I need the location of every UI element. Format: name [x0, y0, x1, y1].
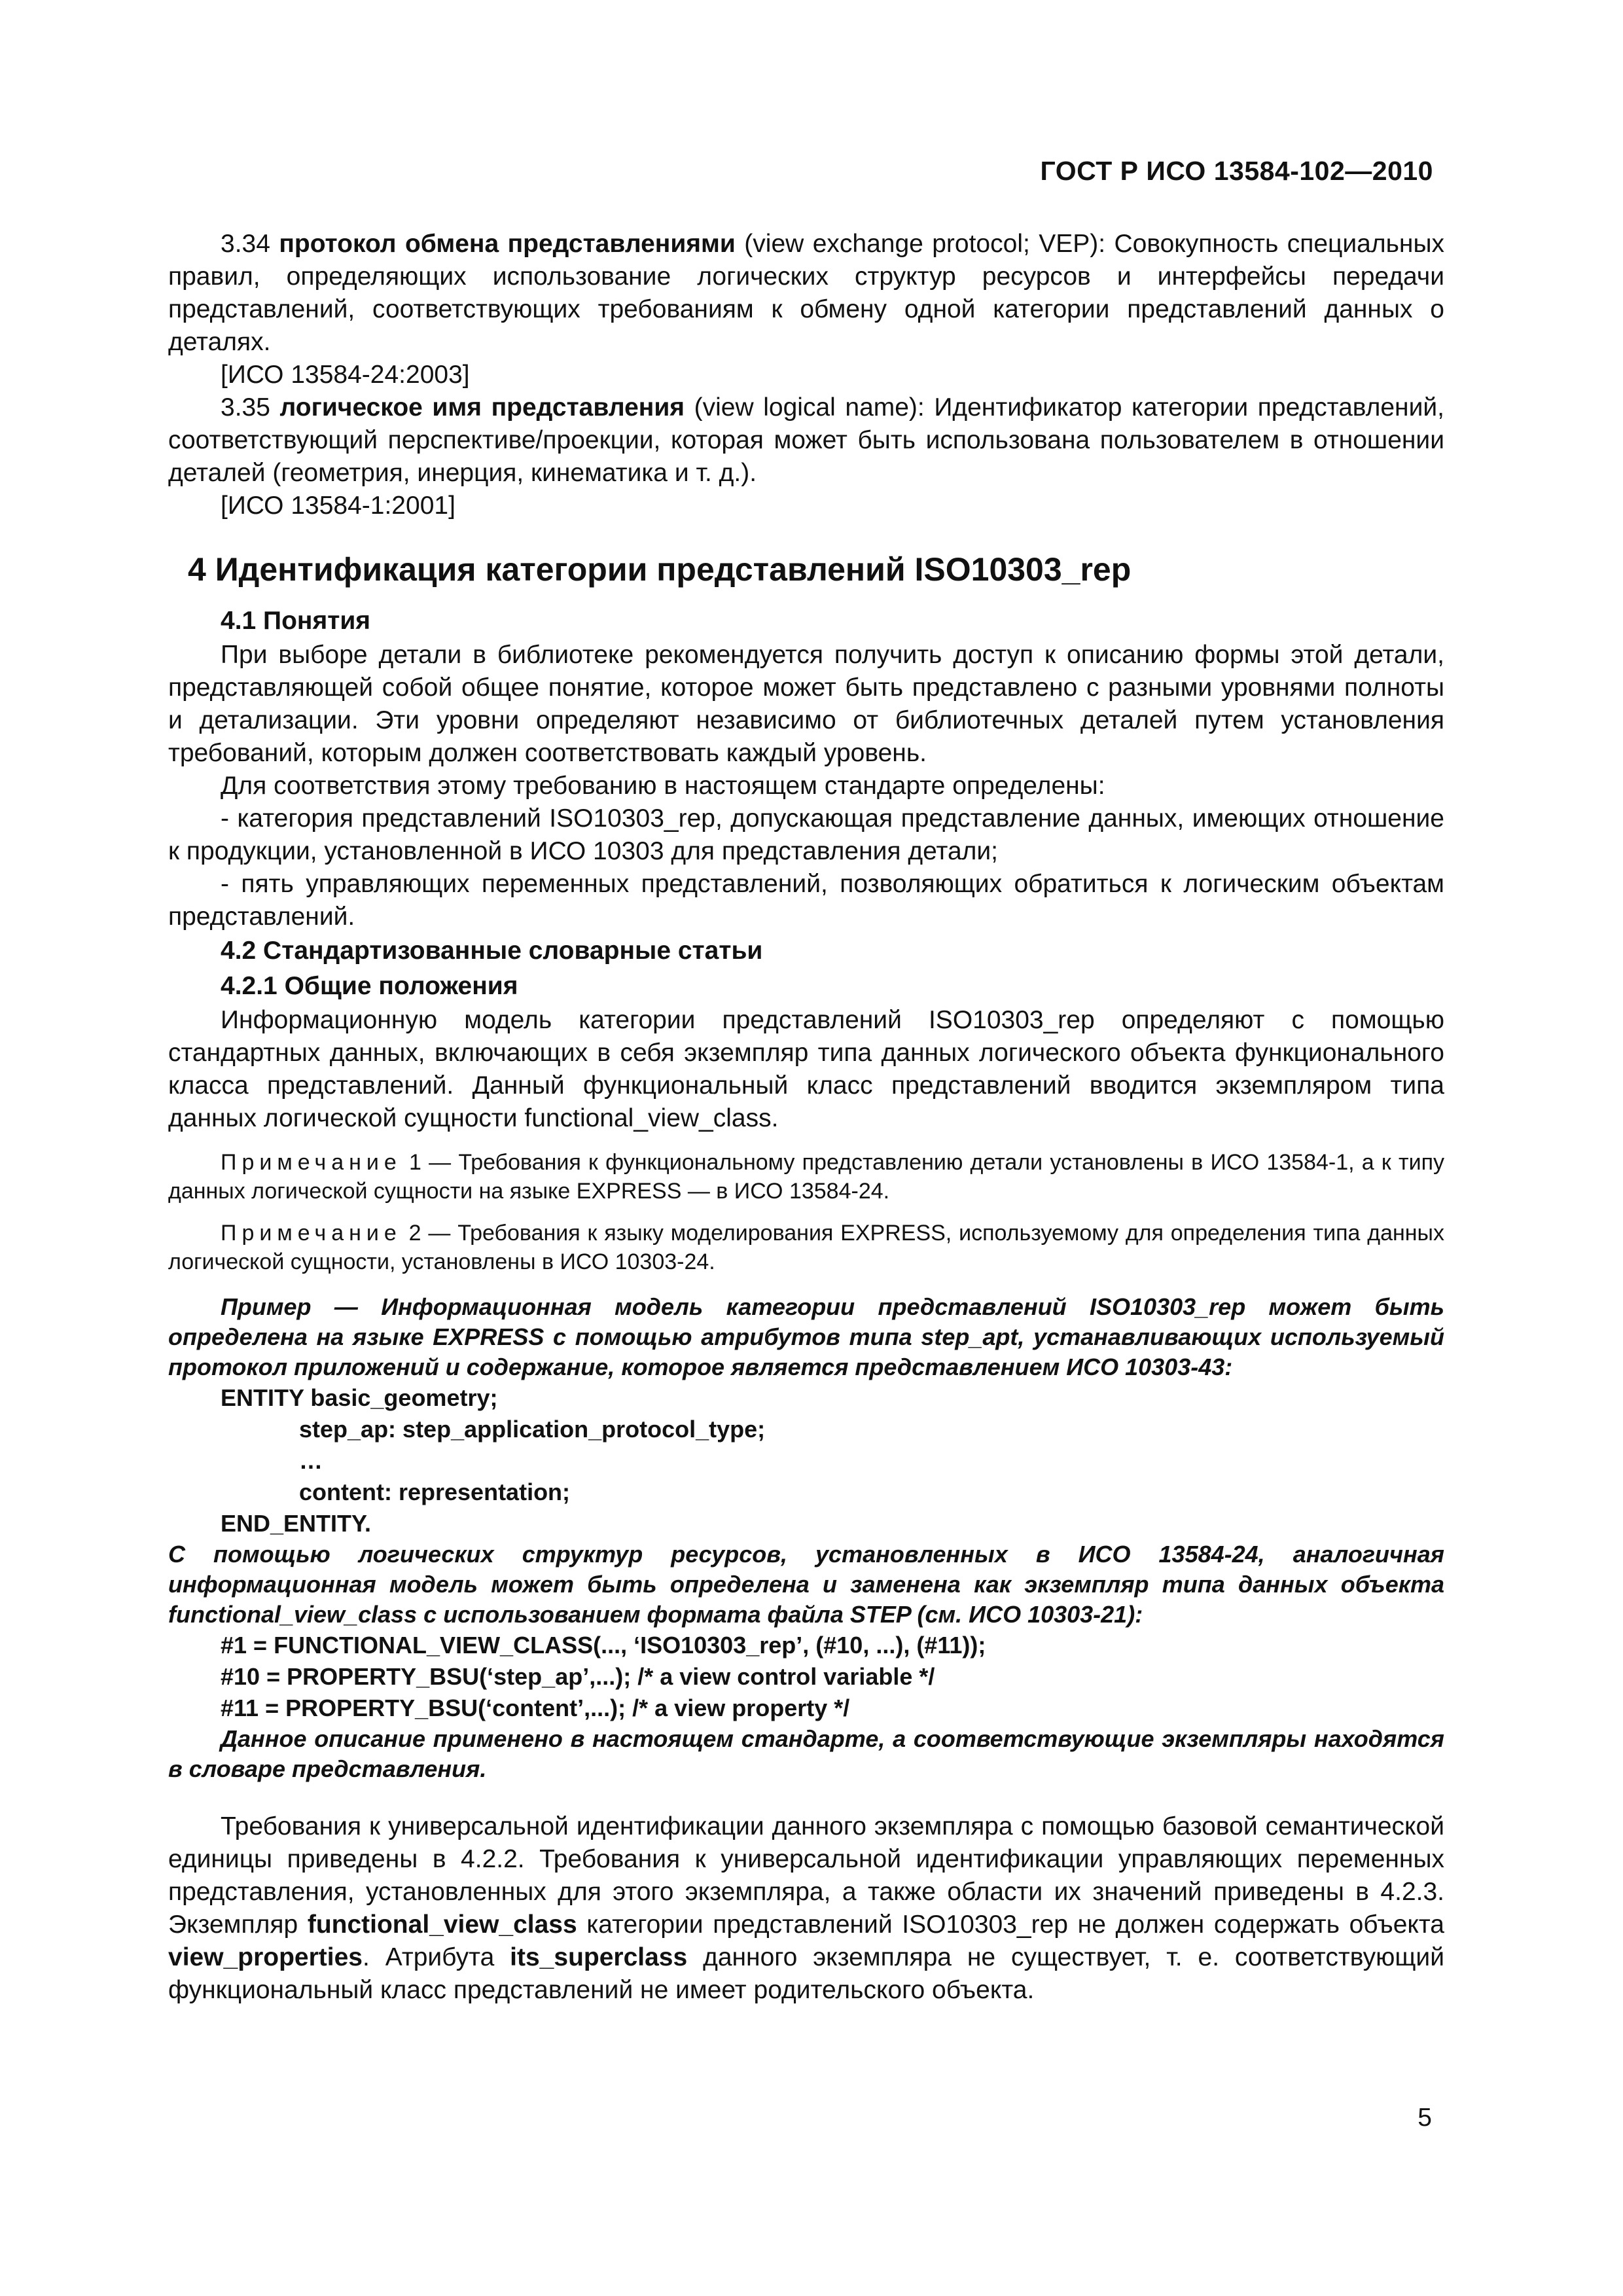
note-1	[168, 1148, 1444, 1206]
definition-text: (view exchange protocol; VEP): Совокупность специальных правил, определяющих использование логических структур ресурсов и интерфейсы передачи представлений, соответствующих требованиям к обмену одной категории представлений данных о деталях.	[168, 230, 1444, 356]
document-header: ГОСТ Р ИСО 13584-102—2010	[1040, 156, 1433, 186]
note-label: Примечание	[221, 1221, 402, 1246]
list-item: - пять управляющих переменных представлений, позволяющих обратиться к логическим объектам представлений.	[168, 870, 1444, 931]
page-content	[168, 228, 1444, 2007]
code-line: content: representation;	[299, 1479, 571, 1505]
paragraph: Для соответствия этому требованию в настоящем стандарте определены:	[221, 772, 1105, 800]
note-label: Примечание	[221, 1150, 402, 1175]
section-4-1-heading: 4.1 Понятия	[221, 607, 371, 635]
example-paragraph: С помощью логических структур ресурсов, установленных в ИСО 13584-24, аналогичная информационная модель может быть определена и заменена как экземпляр типа данных объекта functional_view_class с использованием формата файла STEP (см. ИСО 10303-21):	[168, 1541, 1444, 1628]
page-number: 5	[1418, 2104, 1432, 2132]
code-line: END_ENTITY.	[221, 1510, 372, 1537]
code-line: #1 = FUNCTIONAL_VIEW_CLASS(..., ‘ISO10303_rep’, (#10, ...), (#11));	[221, 1632, 986, 1659]
definition-term: протокол обмена представлениями	[279, 230, 736, 258]
list-item: - категория представлений ISO10303_rep, допускающая представление данных, имеющих отношение к продукции, установленной в ИСО 10303 для представления детали;	[168, 804, 1444, 865]
text-run-bold: its_superclass	[510, 1943, 688, 1971]
paragraph: При выборе детали в библиотеке рекомендуется получить доступ к описанию формы этой детали, представляющей собой общее понятие, которое может быть представлено с разными уровнями полноты и детализации. Эти уровни определяют независимо от библиотечных деталей путем установления требований, которым должен соответствовать каждый уровень.	[168, 641, 1444, 767]
text-run: категории представлений ISO10303_rep не должен содержать объекта	[577, 1910, 1444, 1939]
section-4-2-1-heading: 4.2.1 Общие положения	[221, 972, 518, 1000]
text-run-bold: view_properties	[168, 1943, 363, 1971]
code-line: ENTITY basic_geometry;	[221, 1384, 498, 1411]
section-4-heading: 4 Идентификация категории представлений ISO10303_rep	[188, 551, 1132, 588]
definition-source: [ИСО 13584-24:2003]	[221, 361, 470, 389]
definition-source: [ИСО 13584-1:2001]	[221, 492, 455, 520]
section-4-2-heading: 4.2 Стандартизованные словарные статьи	[221, 937, 763, 965]
code-line: …	[299, 1447, 323, 1474]
definition-3-34	[168, 228, 1444, 359]
code-line: #10 = PROPERTY_BSU(‘step_ap’,...); /* a view control variable */	[221, 1663, 935, 1690]
code-line: step_ap: step_application_protocol_type;	[299, 1416, 766, 1443]
text-run-bold: functional_view_class	[307, 1910, 577, 1939]
example-paragraph: Данное описание применено в настоящем стандарте, а соответствующие экземпляры находятся в словаре представления.	[168, 1725, 1444, 1782]
note-text: 1 — Требования к функциональному представлению детали установлены в ИСО 13584-1, а к типу данных логической сущности на языке EXPRESS — в ИСО 13584-24.	[168, 1150, 1444, 1204]
definition-text: (view logical name): Идентификатор категории представлений, соответствующий перспективе/проекции, которая может быть использована пользователем в отношении деталей (геометрия, инерция, кинематика и т. д.).	[168, 393, 1444, 487]
text-run: данного экземпляра не существует, т. е. соответствующий функциональный класс представлений не имеет родительского объекта.	[168, 1943, 1444, 2004]
text-run: . Атрибута	[362, 1943, 510, 1971]
example-paragraph: Пример — Информационная модель категории представлений ISO10303_rep может быть определена на языке EXPRESS с помощью атрибутов типа step_apt, устанавливающих используемый протокол приложений и содержание, которое является представлением ИСО 10303-43:	[168, 1293, 1444, 1380]
code-line: #11 = PROPERTY_BSU(‘content’,...); /* a view property */	[221, 1695, 850, 1721]
paragraph: Информационную модель категории представлений ISO10303_rep определяют с помощью стандартных данных, включающих в себя экземпляр типа данных логического объекта функционального класса представлений. Данный функциональный класс представлений вводится экземпляром типа данных логической сущности functional_view_class.	[168, 1006, 1444, 1132]
definition-3-35	[168, 391, 1444, 490]
paragraph	[168, 1810, 1444, 2007]
note-text: 2 — Требования к языку моделирования EXPRESS, используемому для определения типа данных логической сущности, установлены в ИСО 10303-24.	[168, 1221, 1444, 1274]
text-run: Требования к универсальной идентификации данного экземпляра с помощью базовой семантической единицы приведены в 4.2.2. Требования к универсальной идентификации управляющих переменных представления, установленных для этого экземпляра, а также области их значений приведены в 4.2.3. Экземпляр	[168, 1812, 1444, 1939]
definition-number: 3.35	[221, 393, 280, 422]
note-2	[168, 1219, 1444, 1276]
definition-number: 3.34	[221, 230, 279, 258]
definition-term: логическое имя представления	[279, 393, 685, 422]
